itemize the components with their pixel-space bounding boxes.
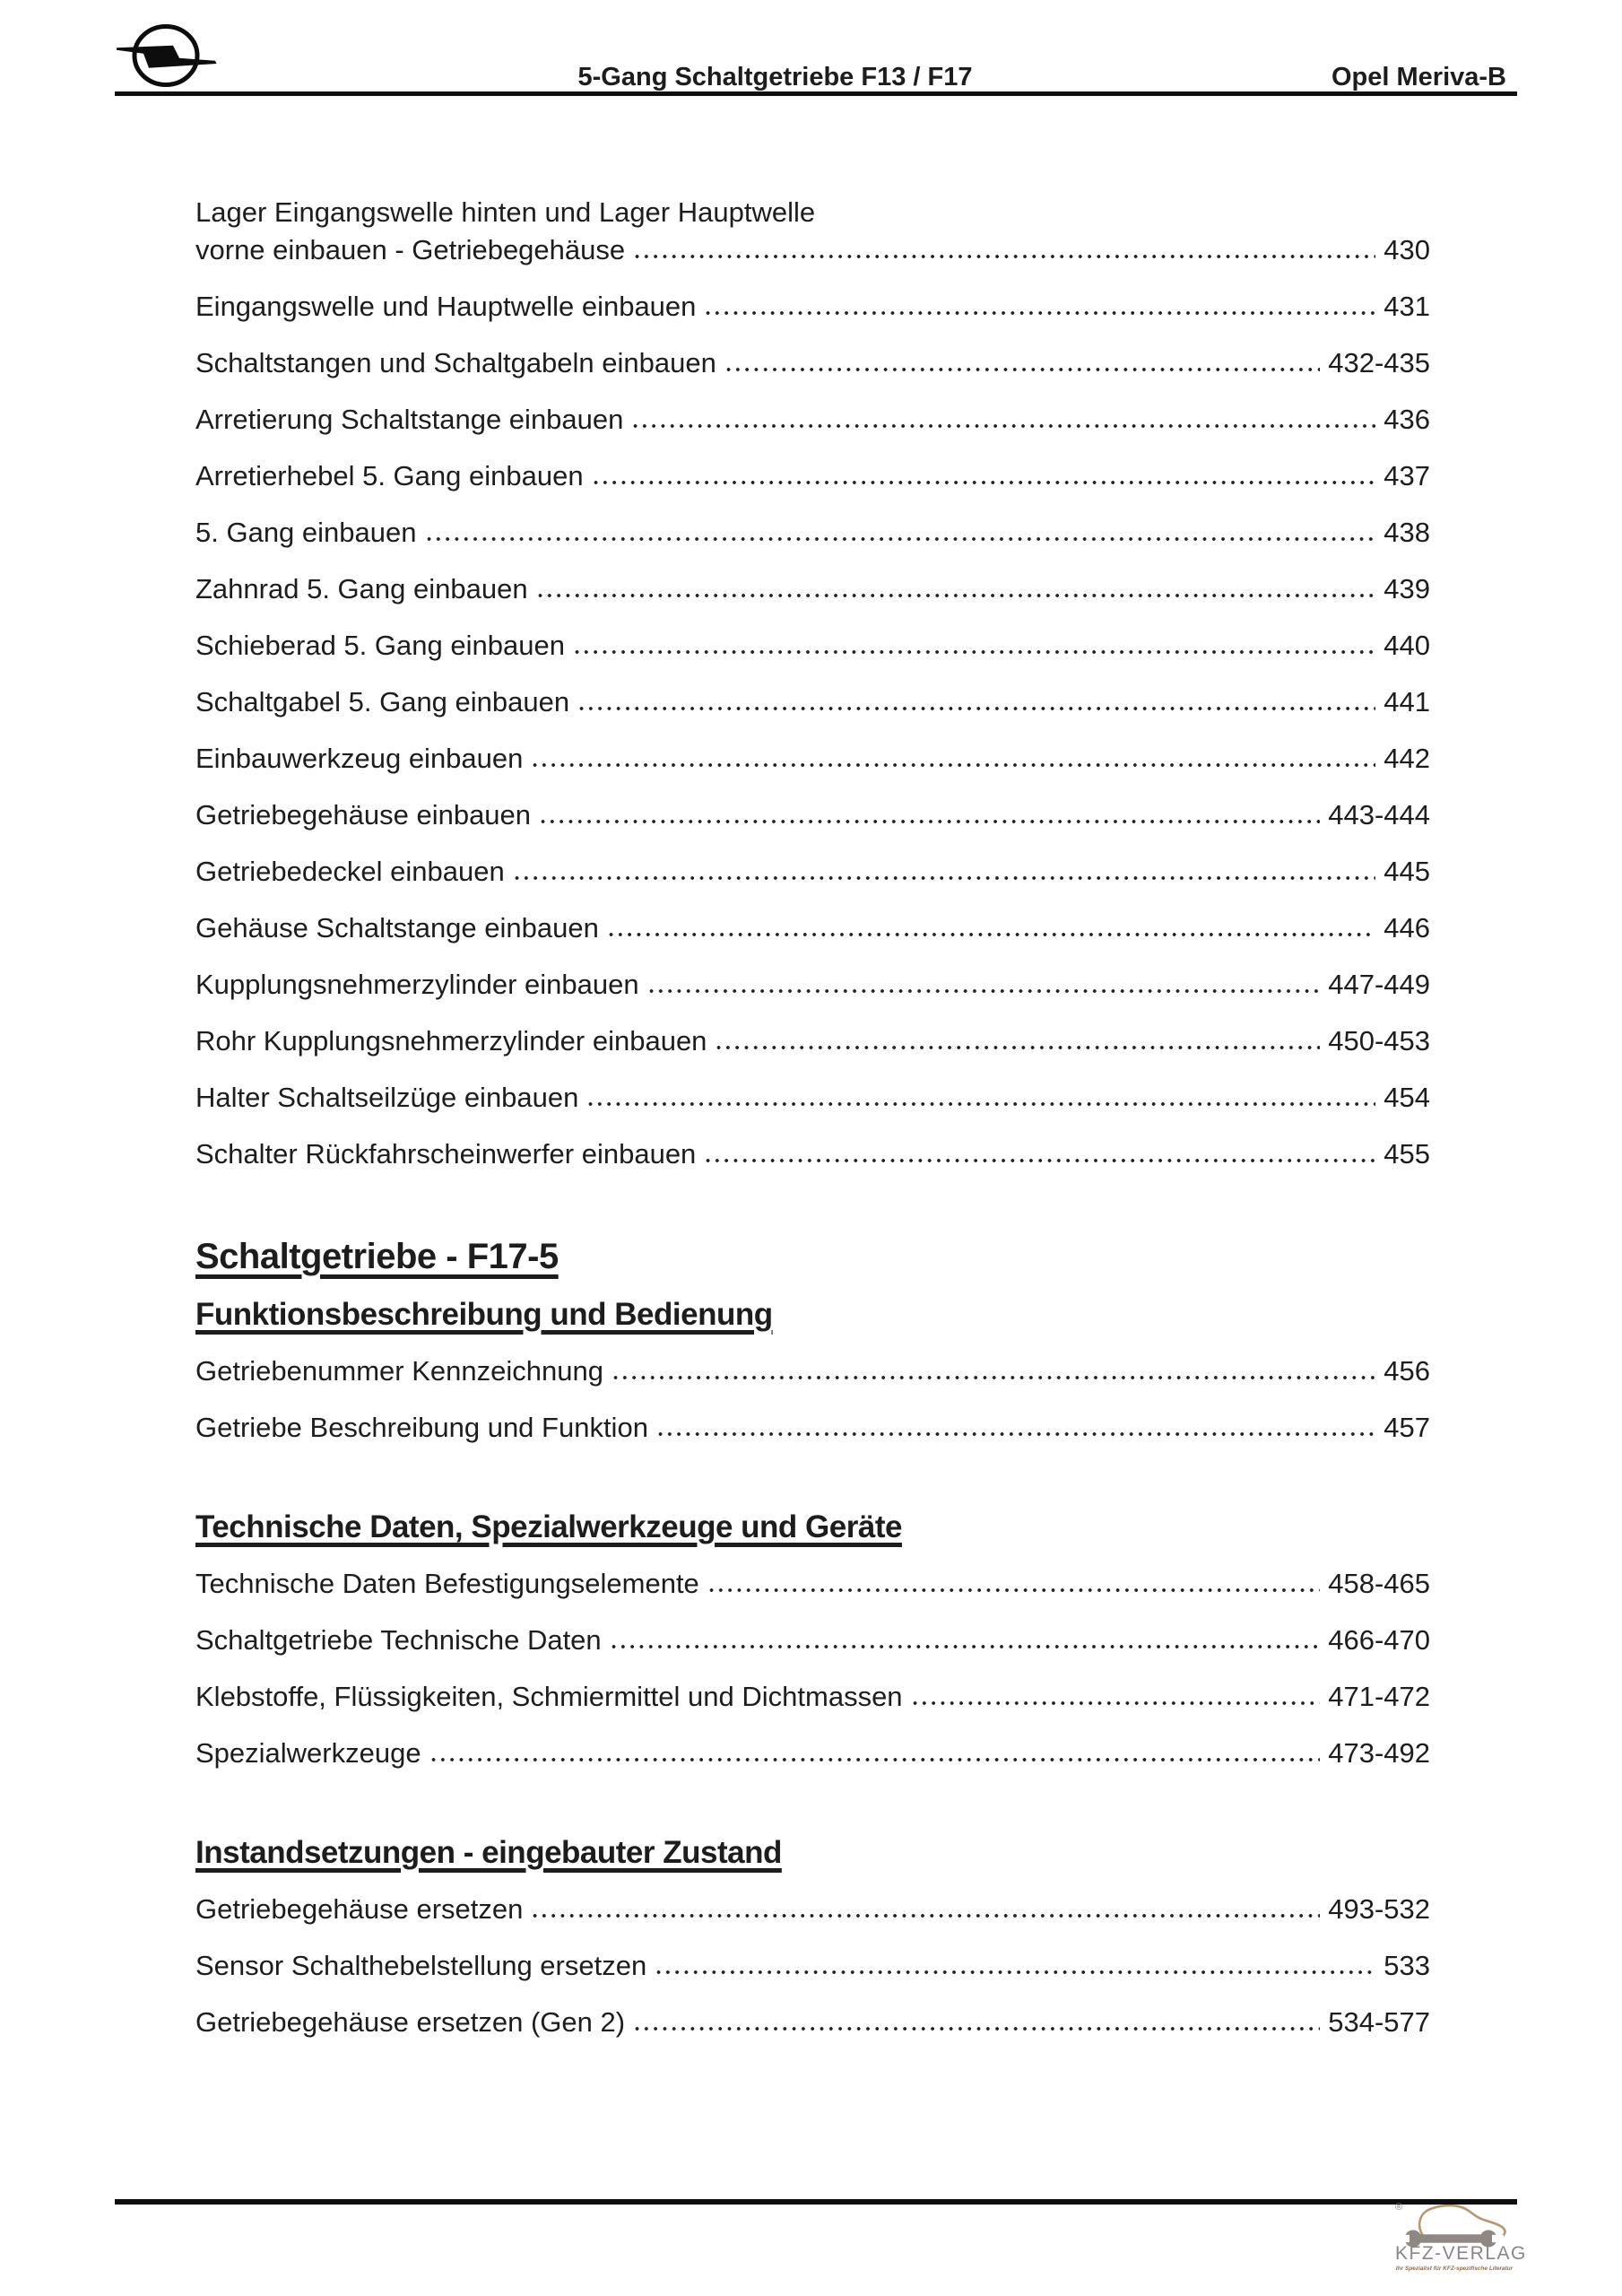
toc-page-number: 441 (1383, 686, 1430, 718)
toc-page-number: 454 (1383, 1082, 1430, 1113)
toc-page-number: 430 (1383, 234, 1430, 265)
toc-entry (195, 1891, 1430, 1928)
toc-entry-label: Sensor Schalthebelstellung ersetzen (195, 1950, 647, 1981)
toc-page-number: 456 (1383, 1355, 1430, 1387)
toc-entry-label: Einbauwerkzeug einbauen (195, 743, 524, 774)
toc-entry (195, 194, 1430, 269)
toc-entry (195, 966, 1430, 1004)
toc-page-number: 447-449 (1328, 969, 1430, 1000)
vehicle-model: Opel Meriva-B (1331, 63, 1506, 91)
toc-entry (195, 344, 1430, 382)
dot-leader (430, 1735, 1321, 1772)
dot-leader (537, 570, 1376, 608)
toc-page-number: 446 (1383, 912, 1430, 944)
toc-entry (195, 1947, 1430, 1985)
toc-entry-label: Technische Daten Befestigungselemente (195, 1568, 699, 1599)
toc-entry (195, 1135, 1430, 1173)
toc-entry-label: Gehäuse Schaltstange einbauen (195, 912, 599, 944)
section-heading: Funktionsbeschreibung und Bedienung (195, 1297, 773, 1332)
toc-entry (195, 514, 1430, 552)
toc-entry (195, 1678, 1430, 1716)
dot-leader (612, 1352, 1375, 1390)
toc-page-number: 493-532 (1328, 1893, 1430, 1925)
toc-entry-label: Getriebegehäuse einbauen (195, 799, 532, 831)
toc-entry-label: Getriebegehäuse ersetzen (Gen 2) (195, 2006, 626, 2038)
toc-entry-label: Getriebegehäuse ersetzen (195, 1893, 524, 1925)
toc-entry (195, 683, 1430, 721)
toc-entry-label: Getriebenummer Kennzeichnung (195, 1355, 603, 1387)
toc-entry-label: Getriebedeckel einbauen (195, 856, 505, 887)
toc-entry-label: Schieberad 5. Gang einbauen (195, 630, 565, 661)
dot-leader (587, 1079, 1375, 1117)
toc-page-number: 439 (1383, 573, 1430, 604)
toc-page-number: 440 (1383, 630, 1430, 661)
toc-entry-label: Arretierung Schaltstange einbauen (195, 404, 624, 435)
toc-entry (195, 1565, 1430, 1603)
toc-entry (195, 853, 1430, 891)
publisher-tagline: Ihr Spezialist für KFZ-spezifische Literatur (1395, 2266, 1514, 2272)
toc-entry-label: Halter Schaltseilzüge einbauen (195, 1082, 579, 1113)
toc-page-number: 436 (1383, 404, 1430, 435)
toc-entry (195, 1079, 1430, 1117)
toc-entry (195, 2004, 1430, 2041)
toc-entry-label-line2: vorne einbauen - Getriebegehäuse (195, 234, 626, 265)
toc-page-number: 450-453 (1328, 1025, 1430, 1057)
dot-leader (648, 966, 1321, 1004)
toc-entry (195, 1735, 1430, 1772)
dot-leader (634, 2004, 1320, 2041)
dot-leader (426, 514, 1376, 552)
toc-entry (195, 1409, 1430, 1447)
toc-page-number: 437 (1383, 460, 1430, 491)
dot-leader (532, 1891, 1320, 1928)
registered-trademark: ® (1395, 2202, 1403, 2213)
toc-entry-label: Schaltstangen und Schaltgabeln einbauen (195, 347, 716, 378)
toc-page-number: 534-577 (1328, 2006, 1430, 2038)
toc-entry (195, 401, 1430, 439)
toc-page-number: 466-470 (1328, 1624, 1430, 1656)
toc-entry (195, 457, 1430, 495)
table-of-contents (195, 96, 1430, 2060)
dot-leader (655, 1947, 1375, 1985)
toc-entry (195, 627, 1430, 665)
document-title: 5-Gang Schaltgetriebe F13 / F17 (577, 63, 973, 91)
dot-leader (532, 740, 1375, 778)
toc-entry-label: Spezialwerkzeuge (195, 1737, 421, 1769)
toc-entry (195, 1022, 1430, 1060)
toc-entry-label-line1: Lager Eingangswelle hinten und Lager Hauptwelle (195, 196, 816, 228)
toc-entry (195, 570, 1430, 608)
toc-page-number: 432-435 (1328, 347, 1430, 378)
toc-entry-label: Schaltgetriebe Technische Daten (195, 1624, 602, 1656)
dot-leader (578, 683, 1375, 721)
dot-leader (634, 231, 1375, 269)
toc-page-number: 533 (1383, 1950, 1430, 1981)
toc-entry-label: 5. Gang einbauen (195, 517, 417, 548)
toc-page-number: 431 (1383, 291, 1430, 322)
toc-page-number: 443-444 (1328, 799, 1430, 831)
section-heading: Instandsetzungen - eingebauter Zustand (195, 1835, 782, 1870)
toc-page-number: 455 (1383, 1138, 1430, 1170)
dot-leader (540, 796, 1320, 834)
toc-entry-label: Arretierhebel 5. Gang einbauen (195, 460, 584, 491)
kfz-verlag-logo (1395, 2202, 1527, 2274)
toc-page-number: 457 (1383, 1412, 1430, 1443)
publisher-name: KFZ-VERLAG (1395, 2243, 1527, 2264)
dot-leader (593, 457, 1376, 495)
chapter-heading: Schaltgetriebe - F17-5 (195, 1237, 559, 1276)
dot-leader (574, 627, 1375, 665)
toc-entry (195, 740, 1430, 778)
dot-leader (611, 1622, 1321, 1659)
dot-leader (514, 853, 1376, 891)
car-and-wrench-icon (1395, 2205, 1514, 2248)
toc-entry (195, 796, 1430, 834)
toc-entry-label: Schaltgabel 5. Gang einbauen (195, 686, 570, 718)
dot-leader (705, 1135, 1375, 1173)
toc-page-number: 438 (1383, 517, 1430, 548)
dot-leader (716, 1022, 1320, 1060)
dot-leader (705, 288, 1375, 326)
dot-leader (708, 1565, 1320, 1603)
toc-entry-label: Rohr Kupplungsnehmerzylinder einbauen (195, 1025, 707, 1057)
toc-entry (195, 1352, 1430, 1390)
dot-leader (608, 909, 1375, 947)
toc-entry-label: Getriebe Beschreibung und Funktion (195, 1412, 648, 1443)
toc-page-number: 458-465 (1328, 1568, 1430, 1599)
toc-entry-label: Zahnrad 5. Gang einbauen (195, 573, 528, 604)
toc-entry (195, 288, 1430, 326)
toc-entry-label: Klebstoffe, Flüssigkeiten, Schmiermittel und Dichtmassen (195, 1681, 903, 1712)
section-heading: Technische Daten, Spezialwerkzeuge und Geräte (195, 1509, 902, 1544)
toc-entry (195, 909, 1430, 947)
toc-page-number: 442 (1383, 743, 1430, 774)
toc-page-number: 471-472 (1328, 1681, 1430, 1712)
toc-page-number: 445 (1383, 856, 1430, 887)
toc-page-number: 473-492 (1328, 1737, 1430, 1769)
footer-rule (115, 2199, 1517, 2205)
toc-entry-label: Kupplungsnehmerzylinder einbauen (195, 969, 639, 1000)
toc-entry-label: Eingangswelle und Hauptwelle einbauen (195, 291, 697, 322)
dot-leader (725, 344, 1320, 382)
dot-leader (657, 1409, 1375, 1447)
toc-entry (195, 1622, 1430, 1659)
dot-leader (632, 401, 1375, 439)
dot-leader (912, 1678, 1321, 1716)
toc-entry-label: Schalter Rückfahrscheinwerfer einbauen (195, 1138, 697, 1170)
